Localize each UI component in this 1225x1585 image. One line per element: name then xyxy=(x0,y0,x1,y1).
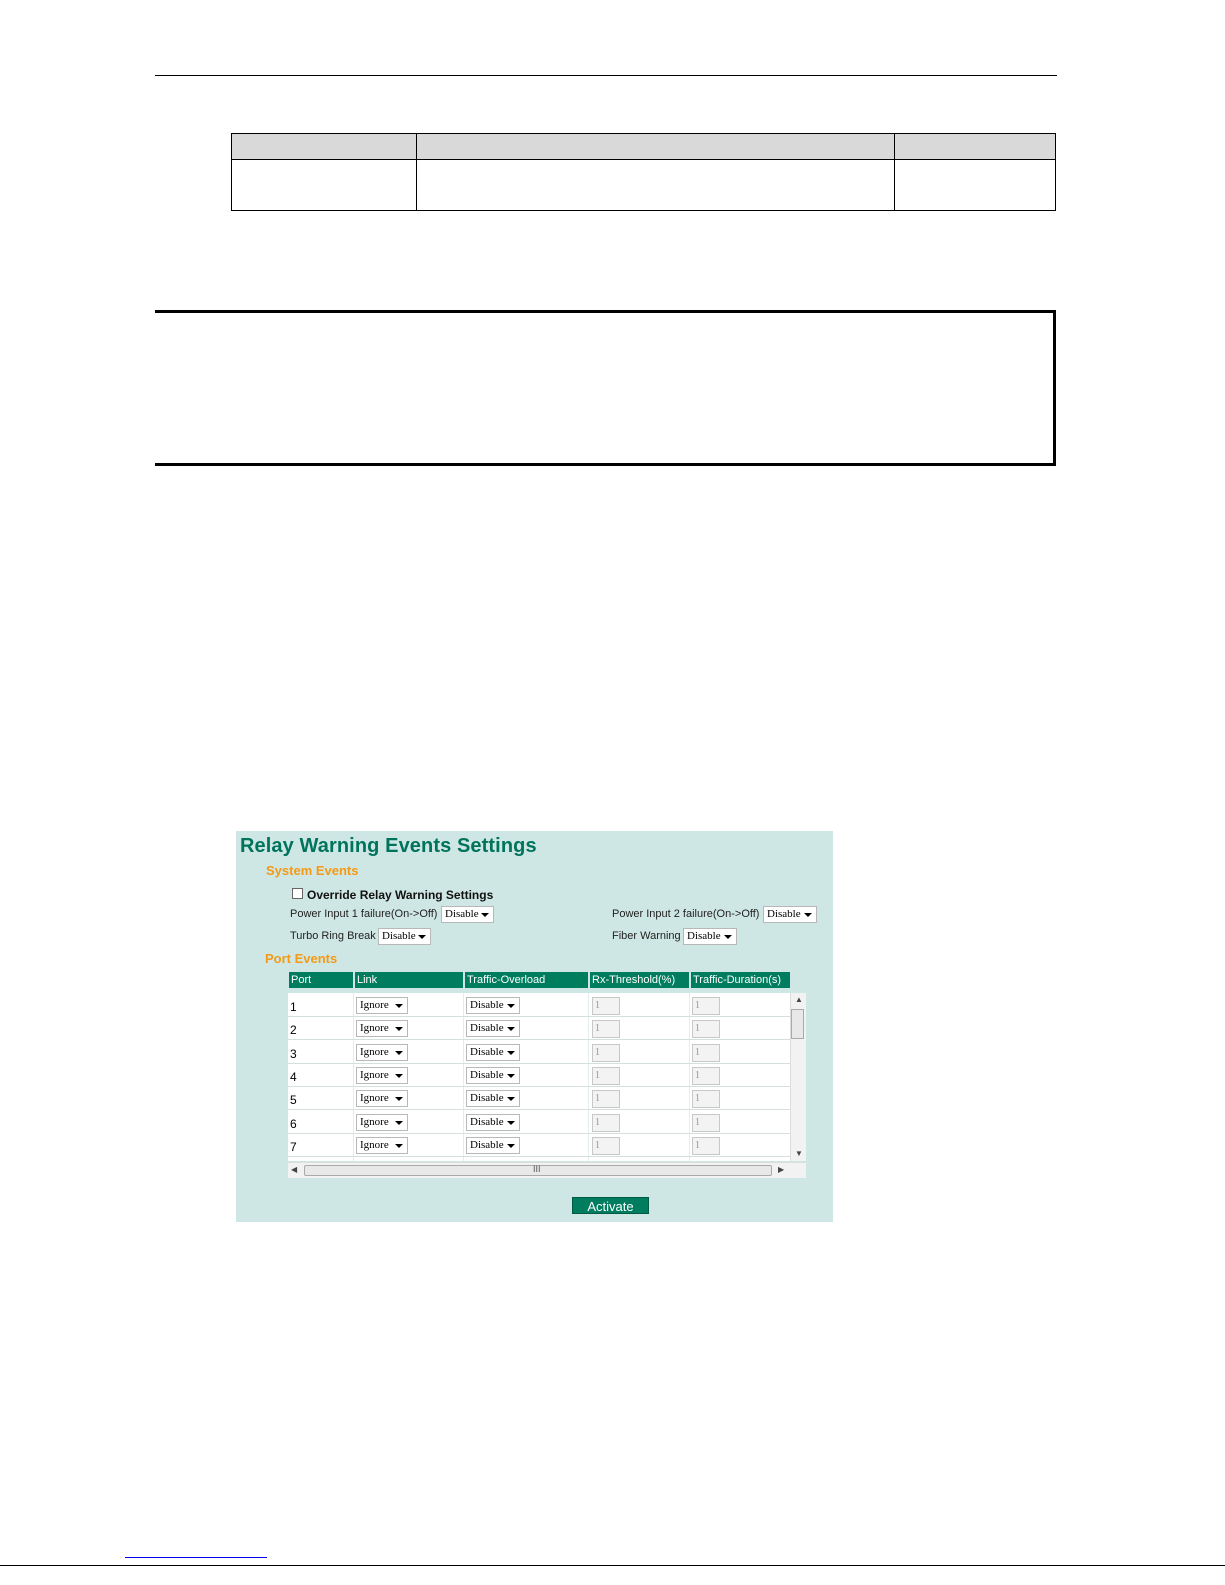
horizontal-scroll-thumb[interactable] xyxy=(304,1165,772,1176)
chevron-down-icon xyxy=(507,1074,515,1078)
chevron-down-icon xyxy=(395,1051,403,1055)
port-events-heading: Port Events xyxy=(265,951,338,966)
power2-label: Power Input 2 failure(On->Off) xyxy=(612,908,760,920)
traffic-overload-select[interactable] xyxy=(466,1137,520,1154)
traffic-overload-select-value: Disable xyxy=(470,1138,504,1151)
rx-threshold-input[interactable]: 1 xyxy=(592,1137,620,1155)
table-header-cell xyxy=(895,134,1056,160)
port-number: 3 xyxy=(290,1046,297,1061)
traffic-overload-select-value: Disable xyxy=(470,1022,504,1035)
table-cell xyxy=(417,160,895,211)
table-row xyxy=(288,994,790,1017)
traffic-overload-select[interactable] xyxy=(466,1020,520,1037)
chevron-down-icon xyxy=(395,1097,403,1101)
port-number: 6 xyxy=(290,1116,297,1131)
power1-select[interactable] xyxy=(441,906,494,923)
relay-warning-panel xyxy=(236,831,833,1222)
page-title: Relay Warning Events Settings xyxy=(240,835,537,857)
traffic-duration-input[interactable]: 1 xyxy=(692,1020,720,1038)
column-header-rx-threshold: Rx-Threshold(%) xyxy=(590,972,689,988)
table-row xyxy=(232,160,1056,211)
table-row xyxy=(288,1134,790,1157)
traffic-overload-select-value: Disable xyxy=(470,1045,504,1058)
note-box xyxy=(155,310,1056,466)
chevron-down-icon xyxy=(395,1074,403,1078)
link-select[interactable] xyxy=(356,1020,408,1037)
traffic-duration-input[interactable]: 1 xyxy=(692,1114,720,1132)
column-header-traffic-overload: Traffic-Overload xyxy=(465,972,588,988)
rx-threshold-input[interactable]: 1 xyxy=(592,1044,620,1062)
link-select-value: Ignore xyxy=(360,1068,389,1081)
traffic-overload-select[interactable] xyxy=(466,1067,520,1084)
traffic-overload-select-value: Disable xyxy=(470,1115,504,1128)
fiber-warning-select-value: Disable xyxy=(687,930,721,942)
column-header-link: Link xyxy=(355,972,463,988)
link-select-value: Ignore xyxy=(360,999,389,1011)
scroll-down-icon[interactable]: ▼ xyxy=(795,1149,803,1158)
traffic-overload-select[interactable] xyxy=(466,997,520,1014)
chevron-down-icon xyxy=(395,1027,403,1031)
chevron-down-icon xyxy=(395,1144,403,1148)
port-list[interactable] xyxy=(288,993,806,1161)
chevron-down-icon xyxy=(507,1051,515,1055)
chevron-down-icon xyxy=(507,1097,515,1101)
chevron-down-icon xyxy=(724,935,732,939)
fiber-warning-label: Fiber Warning xyxy=(612,930,681,942)
table-header-cell xyxy=(232,134,417,160)
footer-rule xyxy=(0,1565,1225,1566)
table-row xyxy=(288,1111,790,1134)
traffic-overload-select-value: Disable xyxy=(470,1068,504,1081)
link-select[interactable] xyxy=(356,1044,408,1061)
parameter-table xyxy=(231,133,1056,211)
link-select-value: Ignore xyxy=(360,1045,389,1058)
rx-threshold-input[interactable]: 1 xyxy=(592,1020,620,1038)
chevron-down-icon xyxy=(395,1004,403,1008)
override-checkbox[interactable] xyxy=(292,888,303,899)
link-select-value: Ignore xyxy=(360,1115,389,1128)
chevron-down-icon xyxy=(507,1004,515,1008)
traffic-duration-input[interactable]: 1 xyxy=(692,1137,720,1155)
link-select-value: Ignore xyxy=(360,1092,389,1105)
traffic-overload-select-value: Disable xyxy=(470,1092,504,1105)
chevron-down-icon xyxy=(418,935,426,939)
traffic-overload-select[interactable] xyxy=(466,1090,520,1107)
chevron-down-icon xyxy=(395,1121,403,1125)
table-row xyxy=(288,1041,790,1064)
port-number: 2 xyxy=(290,1023,297,1038)
link-select[interactable] xyxy=(356,1067,408,1084)
chevron-down-icon xyxy=(507,1144,515,1148)
vertical-scroll-thumb[interactable] xyxy=(791,1009,804,1039)
scroll-right-icon[interactable]: ▶ xyxy=(778,1165,785,1174)
link-select[interactable] xyxy=(356,1114,408,1131)
link-select-value: Ignore xyxy=(360,1022,389,1035)
scroll-grip: III xyxy=(533,1164,541,1174)
fiber-warning-select[interactable] xyxy=(683,928,737,945)
traffic-duration-input[interactable]: 1 xyxy=(692,1044,720,1062)
rx-threshold-input[interactable]: 1 xyxy=(592,1114,620,1132)
link-select[interactable] xyxy=(356,997,408,1014)
port-number: 4 xyxy=(290,1069,297,1084)
header-rule xyxy=(155,75,1057,76)
table-row xyxy=(288,1064,790,1087)
table-cell xyxy=(895,160,1056,211)
power2-select-value: Disable xyxy=(767,908,801,920)
chevron-down-icon xyxy=(804,913,812,917)
chevron-down-icon xyxy=(481,913,489,917)
table-header-row xyxy=(232,134,1056,160)
override-label: Override Relay Warning Settings xyxy=(307,888,494,902)
column-header-traffic-duration: Traffic-Duration(s) xyxy=(691,972,790,988)
port-number: 1 xyxy=(290,1000,297,1014)
scroll-up-icon[interactable]: ▲ xyxy=(795,995,803,1004)
port-number: 7 xyxy=(290,1139,297,1154)
chevron-down-icon xyxy=(507,1027,515,1031)
system-events-heading: System Events xyxy=(266,863,359,878)
table-cell xyxy=(232,160,417,211)
traffic-duration-input[interactable]: 1 xyxy=(692,997,720,1015)
rx-threshold-input[interactable]: 1 xyxy=(592,1067,620,1085)
table-row xyxy=(288,1087,790,1110)
traffic-overload-select[interactable] xyxy=(466,1114,520,1131)
table-header-cell xyxy=(417,134,895,160)
activate-button[interactable]: Activate xyxy=(572,1197,649,1214)
traffic-duration-input[interactable]: 1 xyxy=(692,1067,720,1085)
turbo-ring-label: Turbo Ring Break xyxy=(290,930,376,942)
traffic-duration-input[interactable]: 1 xyxy=(692,1090,720,1108)
link-select[interactable] xyxy=(356,1090,408,1107)
chevron-down-icon xyxy=(507,1121,515,1125)
rx-threshold-input[interactable]: 1 xyxy=(592,1090,620,1108)
traffic-overload-select[interactable] xyxy=(466,1044,520,1061)
footer-link-underline[interactable] xyxy=(125,1557,267,1558)
scroll-left-icon[interactable]: ◀ xyxy=(291,1165,298,1174)
power1-label: Power Input 1 failure(On->Off) xyxy=(290,908,438,920)
link-select-value: Ignore xyxy=(360,1138,389,1151)
turbo-ring-select[interactable] xyxy=(378,928,431,945)
power2-select[interactable] xyxy=(763,906,817,923)
port-number: 5 xyxy=(290,1093,297,1108)
link-select[interactable] xyxy=(356,1137,408,1154)
column-header-port: Port xyxy=(289,972,353,988)
turbo-ring-select-value: Disable xyxy=(382,930,416,942)
traffic-overload-select-value: Disable xyxy=(470,999,504,1011)
rx-threshold-input[interactable]: 1 xyxy=(592,997,620,1015)
power1-select-value: Disable xyxy=(445,908,479,920)
table-row xyxy=(288,1017,790,1040)
